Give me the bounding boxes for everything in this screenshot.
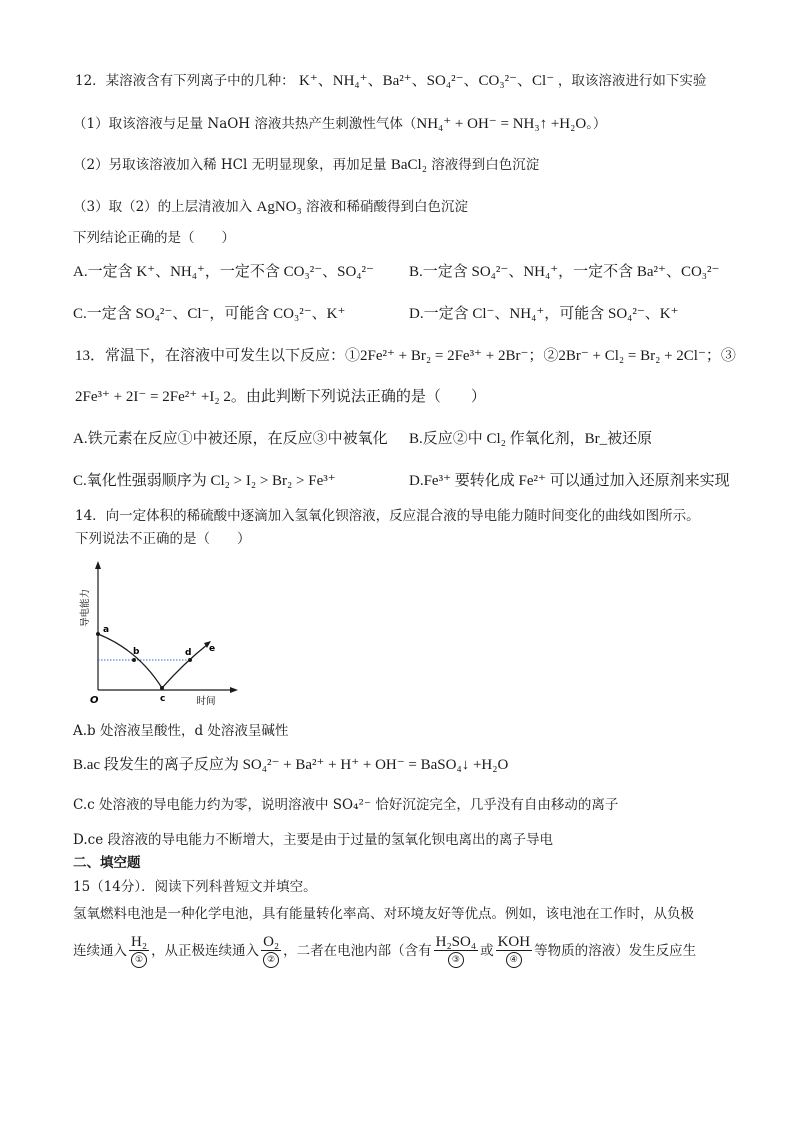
q15-paragraph-2 [73, 935, 696, 968]
point-e-label: e [209, 644, 216, 654]
q12-step-3 [73, 198, 468, 216]
q12-option-d[interactable]: D.一定含 Cl⁻、NH₄⁺，可能含 SO₄²⁻、K⁺ [409, 306, 679, 322]
blank-4-number: ④ [506, 952, 522, 968]
q13-option-b[interactable]: B.反应②中 Cl₂ 作氧化剂，Br_被还原 [409, 431, 653, 447]
ion-nh4: NH₄⁺ [332, 73, 368, 89]
ion-co3: CO₃²⁻ [478, 73, 517, 89]
q14-option-a[interactable]: A.b 处溶液呈酸性，d 处溶液呈碱性 [73, 723, 289, 739]
point-c-label: c [160, 694, 166, 704]
y-axis-arrow-icon [95, 561, 101, 569]
point-a [96, 632, 100, 636]
q12-stem-prefix: 12．某溶液含有下列离子中的几种： [75, 73, 295, 89]
origin-label: O [90, 695, 99, 706]
q15-header: 15（14分）．阅读下列科普短文并填空。 [73, 879, 317, 895]
point-b-label: b [133, 647, 140, 657]
curve-a-to-c [98, 634, 162, 688]
q13-option-a[interactable]: A.铁元素在反应①中被还原，在反应③中被氧化 [73, 431, 388, 447]
blank-4-formula: KOH [497, 934, 531, 950]
q12-ion-list: K⁺、NH₄⁺、Ba²⁺、SO₄²⁻、CO₃²⁻、Cl⁻ [298, 73, 555, 89]
q12-option-c[interactable]: C.一定含 SO₄²⁻、Cl⁻，可能含 CO₃²⁻、K⁺ [73, 306, 346, 322]
q14-stem-line-2: 下列说法不正确的是（ ） [75, 531, 251, 547]
q14-option-d[interactable]: D.ce 段溶液的导电能力不断增大，主要是由于过量的氢氧化钡电离出的离子导电 [73, 832, 553, 848]
q15-text-5: 等物质的溶液）发生反应生 [534, 943, 697, 959]
blank-2[interactable] [261, 935, 281, 968]
q15-paragraph-1: 氢氧燃料电池是一种化学电池，具有能量转化率高、对环境友好等优点。例如，该电池在工作时，从负极 [73, 906, 694, 922]
q12-step-3-pre: （3）取（2）的上层清液加入 [73, 199, 257, 215]
q13-stem-line-2: 2Fe³⁺ + 2I⁻ = 2Fe²⁺ +I₂ 2。由此判断下列说法正确的是（ ） [75, 389, 486, 405]
q12-step-2 [73, 156, 539, 174]
q12-step-1-equation: NH₄⁺ + OH⁻ = NH₃↑ +H₂O [416, 116, 587, 132]
ion-k: K⁺ [298, 73, 318, 89]
q12-step-2-reagent: BaCl₂ [390, 157, 427, 173]
q13-option-d[interactable]: D.Fe³⁺ 要转化成 Fe²⁺ 可以通过加入还原剂来实现 [409, 473, 730, 489]
q13-option-c[interactable]: C.氧化性强弱顺序为 Cl₂ > I₂ > Br₂ > Fe³⁺ [73, 473, 336, 489]
ion-ba: Ba²⁺ [382, 73, 412, 89]
blank-1-number: ① [131, 952, 147, 968]
point-a-label: a [103, 625, 110, 635]
q12-prompt: 下列结论正确的是（ ） [73, 230, 235, 246]
blank-3[interactable] [434, 935, 478, 968]
q12-step-2-post: 溶液得到白色沉淀 [426, 157, 540, 173]
x-axis-arrow-icon [230, 687, 238, 693]
q14-option-c[interactable]: C.c 处溶液的导电能力约为零，说明溶液中 SO₄²⁻ 恰好沉淀完全，几乎没有自由移动的离子 [73, 797, 619, 813]
blank-2-number: ② [263, 952, 279, 968]
blank-1-formula: H₂ [131, 934, 148, 950]
q12-step-1-tail: 。） [586, 116, 607, 132]
q14-conductivity-graph [78, 558, 248, 708]
ion-cl: Cl⁻ [532, 73, 555, 89]
x-axis-label: 时间 [196, 696, 216, 707]
q12-option-a[interactable]: A.一定含 K⁺、NH₄⁺，一定不含 CO₃²⁻、SO₄²⁻ [73, 264, 374, 280]
q12-step-1-text: （1）取该溶液与足量 NaOH 溶液共热产生刺激性气体（ [73, 116, 417, 132]
q12-stem [75, 72, 706, 90]
blank-2-formula: O₂ [263, 934, 280, 950]
blank-1[interactable] [129, 935, 149, 968]
section-title: 二、填空题 [73, 855, 141, 871]
y-axis-label: 导电能力 [80, 588, 91, 628]
blank-3-formula: H₂SO₄ [435, 934, 477, 950]
q15-text-3: ，二者在电池内部（含有 [283, 943, 432, 959]
ion-so4: SO₄²⁻ [426, 73, 464, 89]
q12-stem-suffix: ，取该溶液进行如下实验 [557, 73, 707, 89]
point-d [188, 658, 192, 662]
q12-option-b[interactable]: B.一定含 SO₄²⁻、NH₄⁺，一定不含 Ba²⁺、CO₃²⁻ [409, 264, 720, 280]
q12-step-2-pre: （2）另取该溶液加入稀 HCl 无明显现象，再加足量 [73, 157, 391, 173]
blank-4[interactable] [496, 935, 533, 968]
q15-text-4: 或 [480, 943, 494, 959]
q13-stem-line-1: 13．常温下，在溶液中可发生以下反应：①2Fe²⁺ + Br₂ = 2Fe³⁺ + 2Br⁻；②2Br⁻ + Cl₂ = Br₂ + 2Cl⁻；③ [75, 348, 736, 364]
q15-text-2: ，从正极连续通入 [151, 943, 260, 959]
q14-option-b[interactable]: B.ac 段发生的离子反应为 SO₄²⁻ + Ba²⁺ + H⁺ + OH⁻ = BaSO₄↓ +H₂O [73, 757, 509, 773]
q12-step-3-reagent: AgNO₃ [256, 199, 302, 215]
q12-step-1 [73, 115, 606, 133]
blank-3-number: ③ [448, 952, 464, 968]
q14-stem-line-1: 14．向一定体积的稀硫酸中逐滴加入氢氧化钡溶液，反应混合液的导电能力随时间变化的曲线如图所示。 [75, 508, 700, 524]
point-b [132, 658, 136, 662]
point-d-label: d [185, 648, 192, 658]
q15-text-1: 连续通入 [73, 943, 127, 959]
point-c [160, 686, 164, 690]
q12-step-3-post: 溶液和稀硝酸得到白色沉淀 [301, 199, 469, 215]
